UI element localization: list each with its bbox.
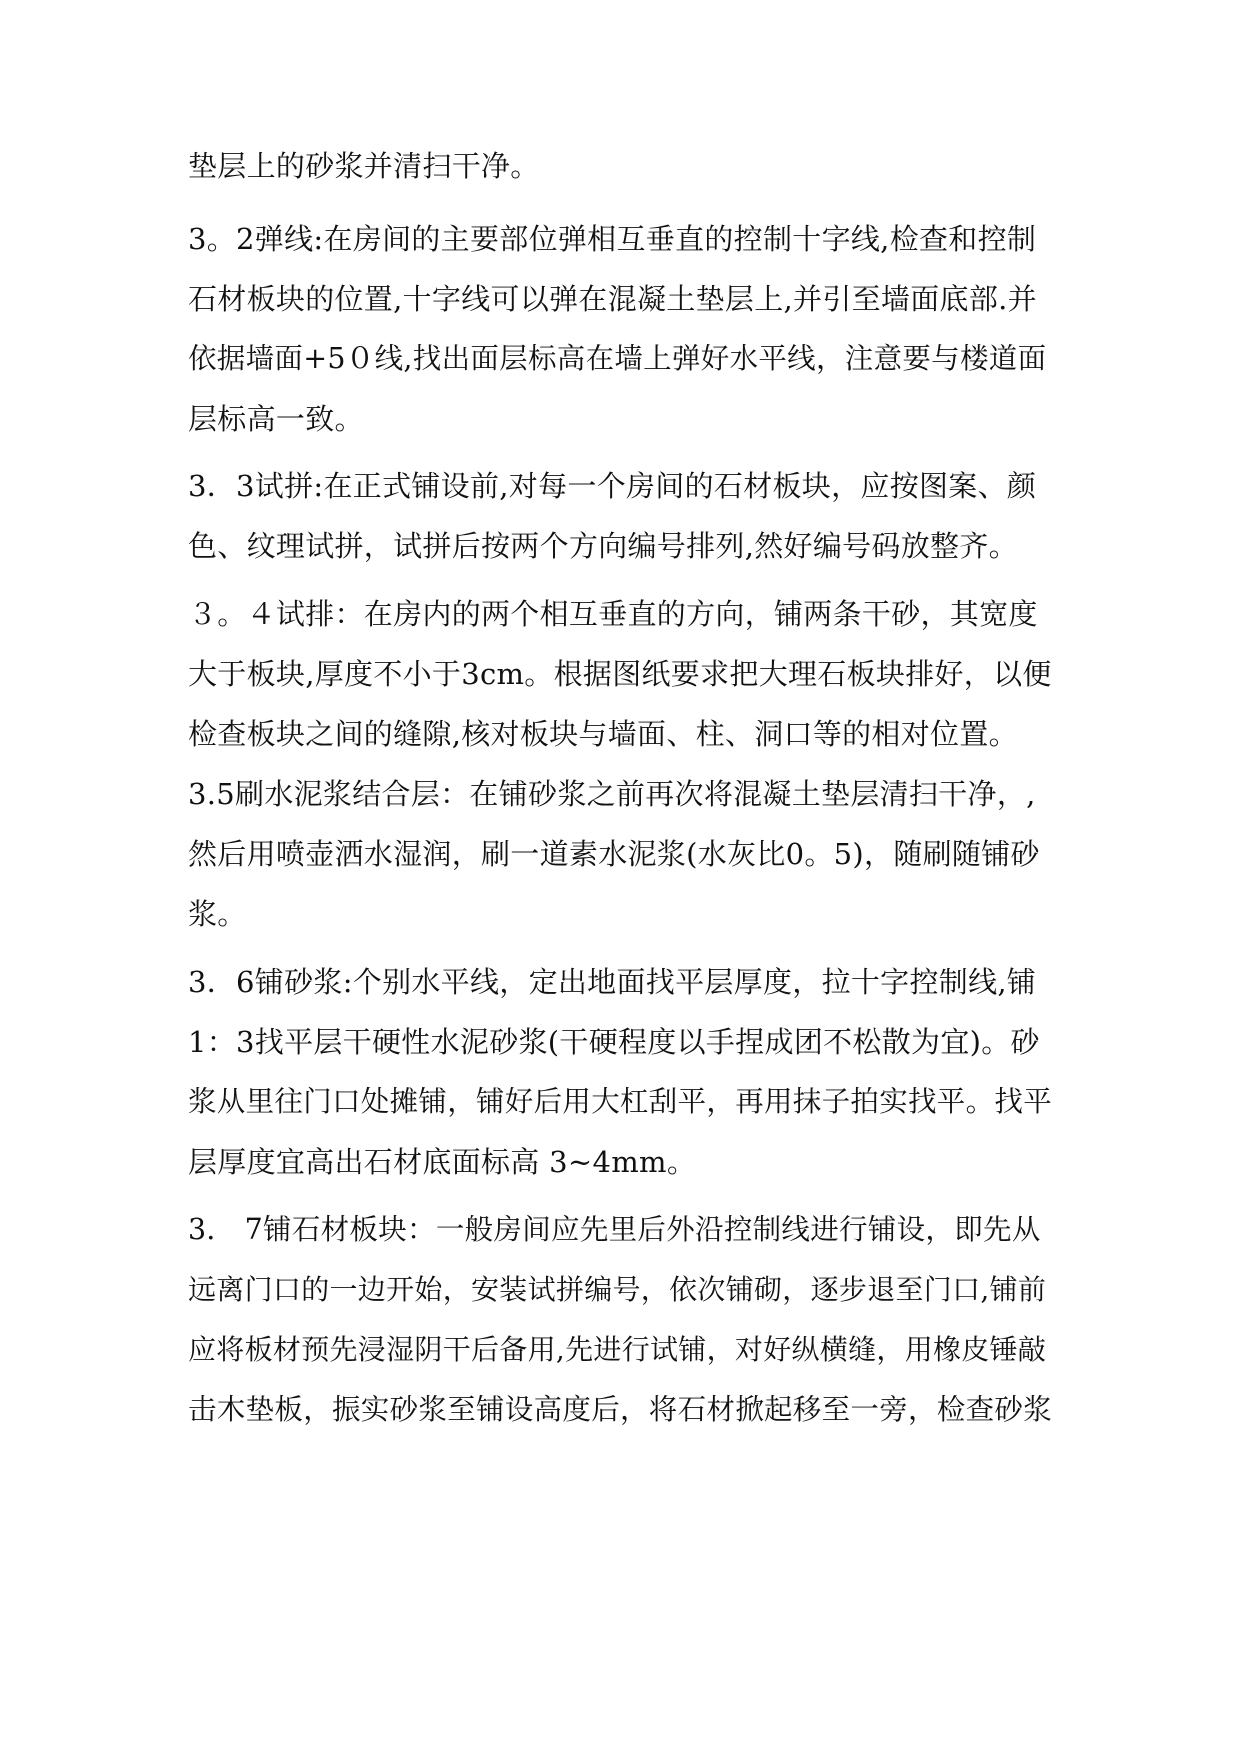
text-line: 层标高一致。 xyxy=(188,402,364,436)
text-line: 1：3找平层干硬性水泥砂浆(干硬程度以手捏成团不松散为宜)。砂 xyxy=(188,1025,1040,1059)
text-line: 远离门口的一边开始，安装试拼编号，依次铺砌，逐步退至门口,铺前 xyxy=(188,1273,1047,1306)
text-line: 垫层上的砂浆并清扫干净。 xyxy=(188,149,540,183)
text-line: 击木垫板，振实砂浆至铺设高度后，将石材掀起移至一旁，检查砂浆 xyxy=(188,1393,1053,1426)
text-line: 3。2弹线:在房间的主要部位弹相互垂直的控制十字线,检查和控制 xyxy=(188,222,1037,256)
text-line: 色、纹理试拼，试拼后按两个方向编号排列,然好编号码放整齐。 xyxy=(188,529,1018,563)
text-line: 3．6铺砂浆:个别水平线，定出地面找平层厚度，拉十字控制线,铺 xyxy=(188,965,1037,999)
text-line: 大于板块,厚度不小于3cm。根据图纸要求把大理石板块排好，以便 xyxy=(188,657,1052,691)
text-line: 然后用喷壶洒水湿润，刷一道素水泥浆(水灰比0。5)，随刷随铺砂 xyxy=(188,837,1040,871)
text-line: 3． 7铺石材板块：一般房间应先里后外沿控制线进行铺设，即先从 xyxy=(188,1213,1041,1246)
text-line: 浆。 xyxy=(188,897,247,931)
text-line: 检查板块之间的缝隙,核对板块与墙面、柱、洞口等的相对位置。 xyxy=(188,717,1018,751)
text-line: 依据墙面+5０线,找出面层标高在墙上弹好水平线，注意要与楼道面 xyxy=(188,342,1047,375)
text-line: 层厚度宜高出石材底面标高 3~4mm。 xyxy=(188,1145,697,1179)
text-line: 应将板材预先浸湿阴干后备用,先进行试铺，对好纵横缝，用橡皮锤敲 xyxy=(188,1333,1047,1366)
text-line: 3．3试拼:在正式铺设前,对每一个房间的石材板块，应按图案、颜 xyxy=(188,469,1037,503)
text-line: 3.5刷水泥浆结合层：在铺砂浆之前再次将混凝土垫层清扫干净，, xyxy=(188,777,1036,811)
text-line: 浆从里往门口处摊铺，铺好后用大杠刮平，再用抹子拍实找平。找平 xyxy=(188,1085,1053,1118)
text-line: ３。４试排：在房内的两个相互垂直的方向，铺两条干砂，其宽度 xyxy=(188,597,1038,631)
text-line: 石材板块的位置,十字线可以弹在混凝土垫层上,并引至墙面底部.并 xyxy=(188,282,1037,316)
